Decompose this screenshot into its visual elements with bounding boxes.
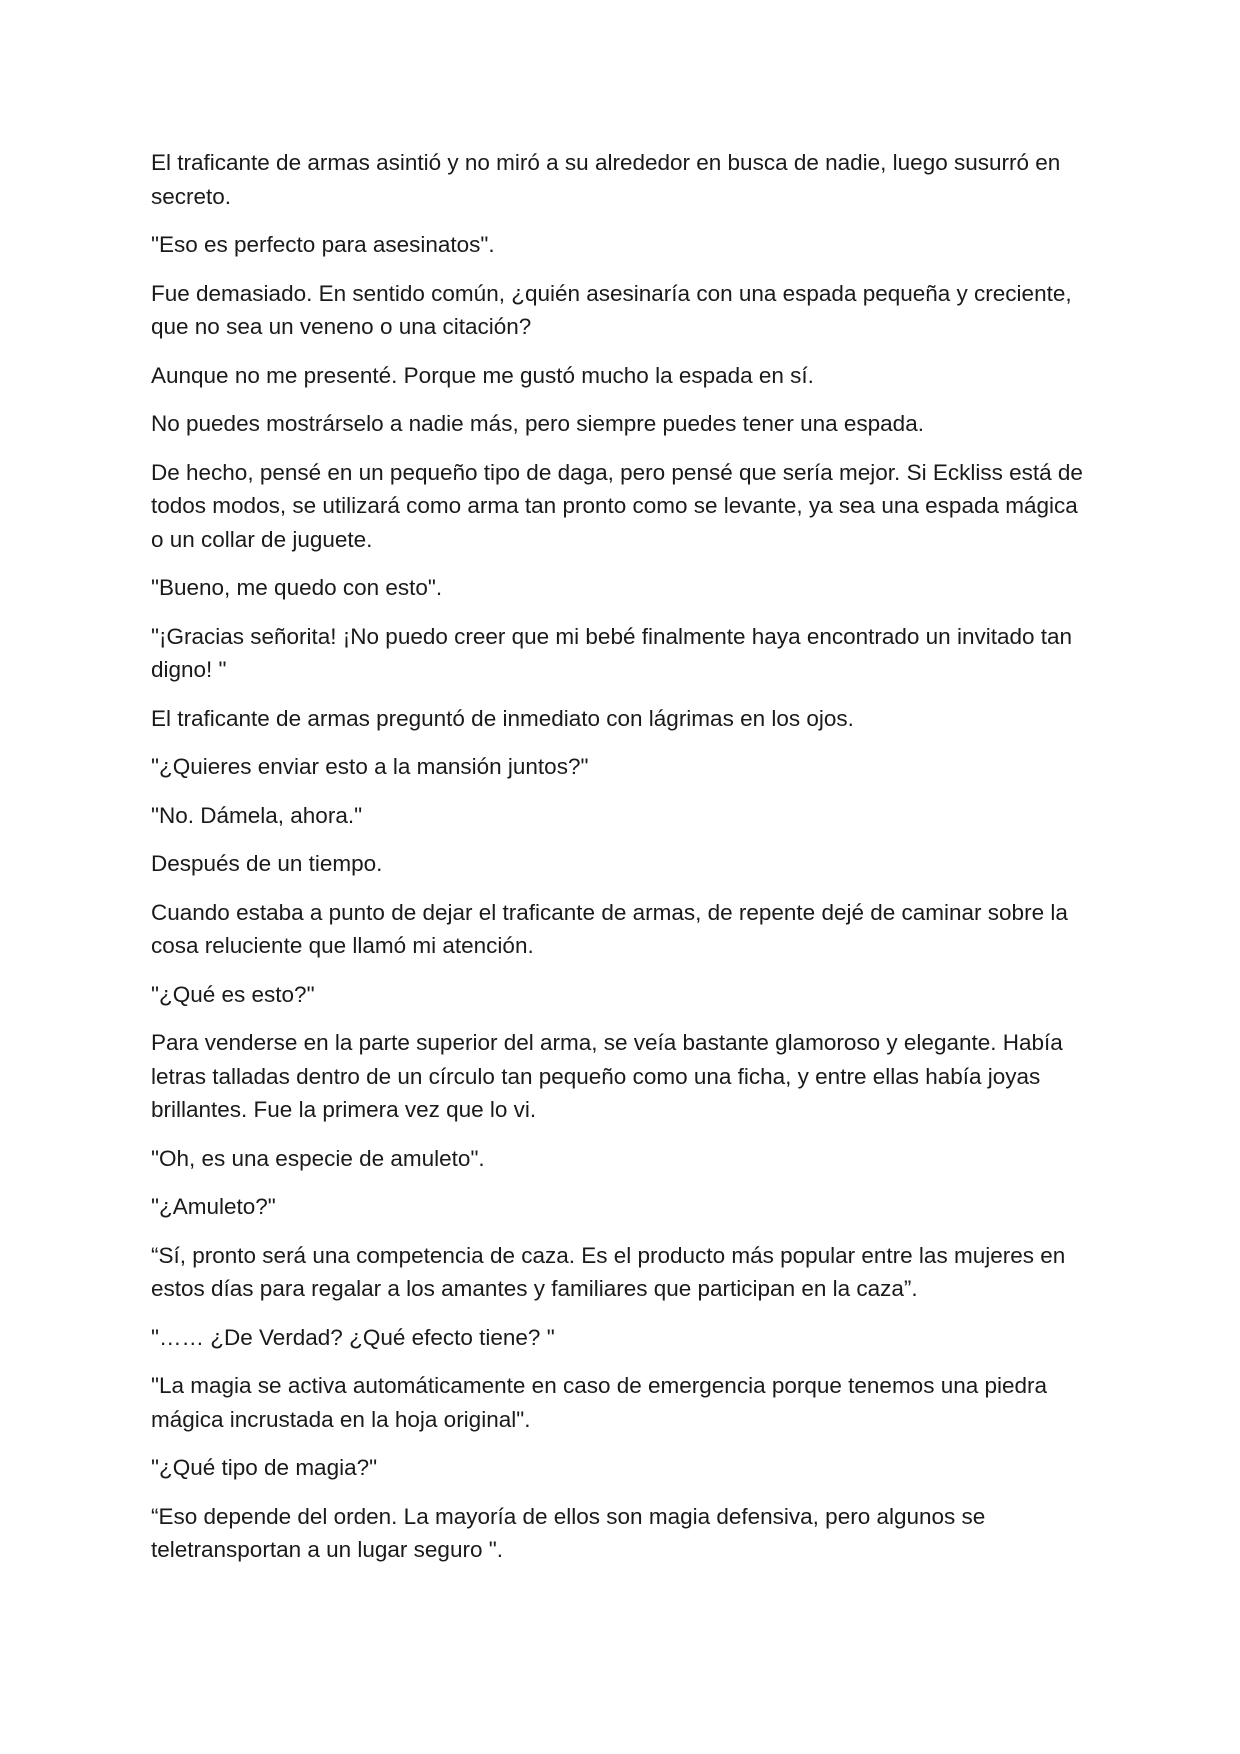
- paragraph: "¿Qué tipo de magia?": [151, 1455, 378, 1480]
- paragraph: "¿Qué es esto?": [151, 981, 315, 1007]
- paragraph: El traficante de armas preguntó de inmediato con lágrimas en los ojos.: [151, 705, 854, 731]
- paragraph: Cuando estaba a punto de dejar el traficante de armas, de repente dejé de caminar sobre la cosa reluciente que llamó mi atención.: [151, 899, 1068, 958]
- paragraph: Para venderse en la parte superior del arma, se veía bastante glamoroso y elegante. Había letras talladas dentro de un círculo tan pequeño como una ficha, y entre ellas había joyas brillantes. Fue la primera vez que lo vi.: [151, 1030, 1063, 1122]
- paragraph: "Oh, es una especie de amuleto".: [151, 1145, 485, 1171]
- paragraph: "¿Amuleto?": [151, 1194, 276, 1219]
- paragraph: "Eso es perfecto para asesinatos".: [151, 232, 495, 257]
- paragraph: "¡Gracias señorita! ¡No puedo creer que mi bebé finalmente haya encontrado un invitado tan digno! ": [151, 623, 1073, 682]
- paragraph: El traficante de armas asintió y no miró a su alrededor en busca de nadie, luego susurró en secreto.: [151, 150, 1061, 209]
- paragraph: No puedes mostrárselo a nadie más, pero siempre puedes tener una espada.: [151, 411, 924, 436]
- document-page: [151, 146, 1091, 1582]
- paragraph: De hecho, pensé en un pequeño tipo de daga, pero pensé que sería mejor. Si Eckliss está de todos modos, se utilizará como arma tan pronto como se levante, ya sea una espada mágica o un collar de juguete.: [151, 459, 1083, 552]
- paragraph: Aunque no me presenté. Porque me gustó mucho la espada en sí.: [151, 362, 814, 388]
- paragraph: "La magia se activa automáticamente en caso de emergencia porque tenemos una piedra mágica incrustada en la hoja original".: [151, 1373, 1048, 1432]
- paragraph: Fue demasiado. En sentido común, ¿quién asesinaría con una espada pequeña y creciente, que no sea un veneno o una citación?: [151, 280, 1072, 339]
- paragraph: "Bueno, me quedo con esto".: [151, 575, 443, 600]
- paragraph: "…… ¿De Verdad? ¿Qué efecto tiene? ": [151, 1324, 555, 1350]
- paragraph: "No. Dámela, ahora.": [151, 802, 363, 828]
- paragraph: Después de un tiempo.: [151, 851, 383, 876]
- paragraph: “Sí, pronto será una competencia de caza. Es el producto más popular entre las mujeres en estos días para regalar a los amantes y familiares que participan en la caza”.: [151, 1242, 1066, 1301]
- paragraph: "¿Quieres enviar esto a la mansión juntos?": [151, 754, 589, 779]
- paragraph: “Eso depende del orden. La mayoría de ellos son magia defensiva, pero algunos se teletransportan a un lugar seguro ".: [151, 1503, 986, 1562]
